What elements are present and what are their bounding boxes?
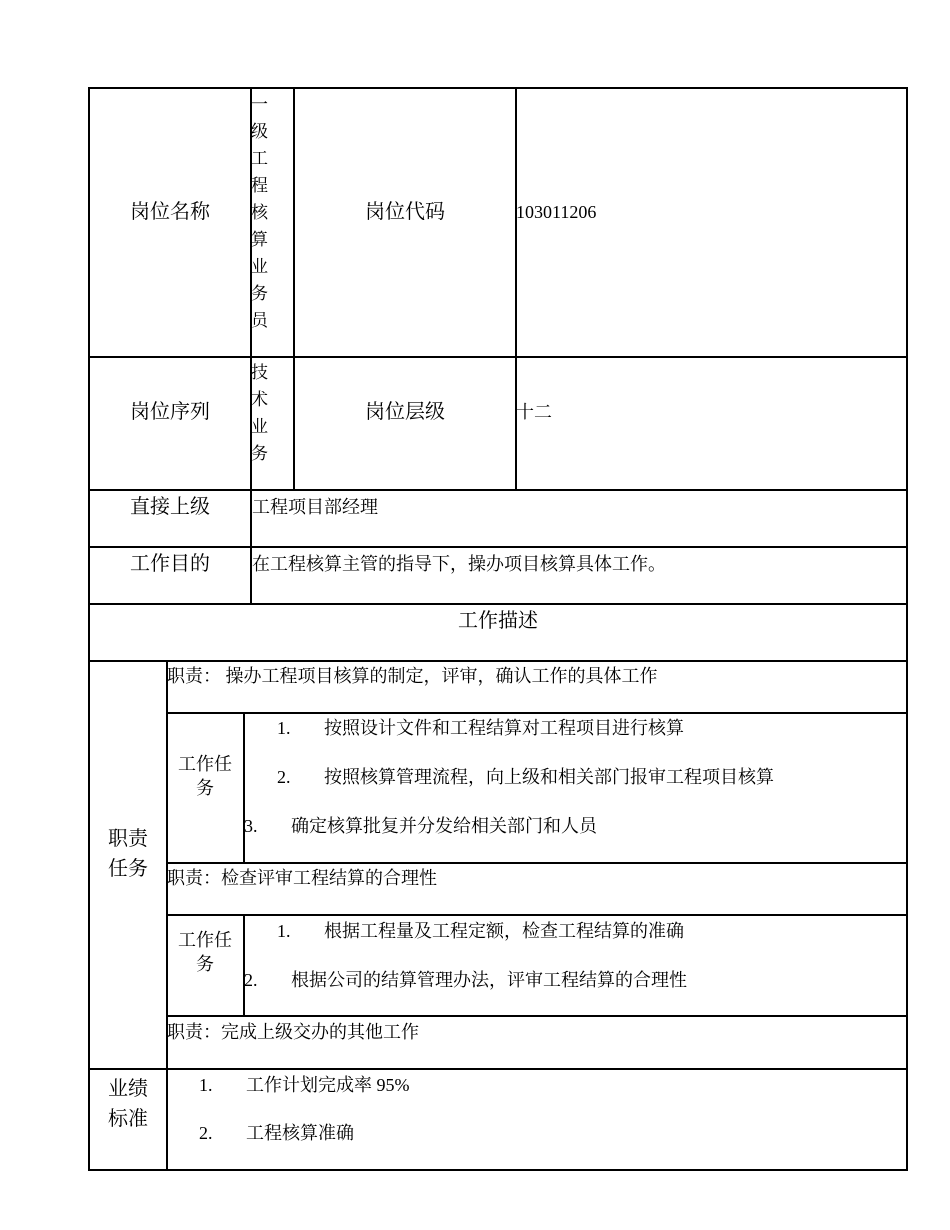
duty-title: 职责： 操办工程项目核算的制定，评审，确认工作的具体工作 [167,666,658,686]
row-divider [88,660,907,662]
task-number: 3. [244,816,258,836]
task-label-line1: 工作任 [178,754,232,774]
performance-label-line2: 标准 [108,1108,148,1130]
task-number: 2. [244,970,258,990]
task-item [244,968,687,992]
task-number: 1. [277,718,291,738]
table-border-right [906,87,908,1171]
superior-label: 直接上级 [130,496,210,518]
duty-title: 职责：检查评审工程结算的合理性 [167,868,437,888]
description-title: 工作描述 [458,610,538,632]
table-border-top [88,87,907,89]
purpose-label: 工作目的 [130,553,210,575]
performance-item [199,1121,354,1145]
task-number: 2. [277,767,291,787]
col-divider [243,914,245,1016]
post-code-label: 岗位代码 [365,201,445,223]
task-label-line2: 务 [196,778,214,798]
performance-label [90,1074,166,1134]
performance-number: 1. [199,1075,213,1095]
level-value: 十二 [516,402,552,422]
row-divider [166,914,907,916]
col-divider [515,87,517,490]
task-text: 按照核算管理流程，向上级和相关部门报审工程项目核算 [324,767,774,787]
post-name-label: 岗位名称 [130,201,210,223]
section-label-line2: 任务 [108,858,148,880]
row-divider [88,1068,907,1070]
task-item [244,814,597,838]
section-label-line1: 职责 [108,828,148,850]
row-divider [88,356,907,358]
performance-number: 2. [199,1123,213,1143]
task-text: 根据公司的结算管理办法，评审工程结算的合理性 [291,970,687,990]
task-text: 确定核算批复并分发给相关部门和人员 [291,816,597,836]
level-label: 岗位层级 [365,401,445,423]
row-divider [166,712,907,714]
purpose-value: 在工程核算主管的指导下，操办项目核算具体工作。 [252,554,666,574]
task-item [277,765,774,789]
col-divider [293,87,295,490]
row-divider [166,862,907,864]
superior-value: 工程项目部经理 [252,497,378,517]
performance-text: 工程核算准确 [246,1123,354,1143]
task-label [168,928,242,976]
section-label [90,824,166,884]
row-divider [166,1015,907,1017]
row-divider [88,546,907,548]
post-name-value: 一级工程核算业务员 [251,95,268,330]
sequence-value: 技术业务 [251,363,268,463]
performance-text: 工作计划完成率 95% [246,1075,410,1095]
performance-label-line1: 业绩 [108,1078,148,1100]
task-text: 按照设计文件和工程结算对工程项目进行核算 [324,718,684,738]
task-item [277,919,684,943]
task-item [277,716,684,740]
task-label-line2: 务 [196,954,214,974]
task-label [168,752,242,800]
col-divider [243,712,245,863]
performance-item [199,1073,410,1097]
sequence-label: 岗位序列 [130,401,210,423]
row-divider [88,603,907,605]
task-number: 1. [277,921,291,941]
post-code-value: 103011206 [516,202,597,222]
duty-title: 职责：完成上级交办的其他工作 [167,1022,419,1042]
table-border-bottom [88,1169,907,1171]
task-label-line1: 工作任 [178,930,232,950]
task-text: 根据工程量及工程定额，检查工程结算的准确 [324,921,684,941]
row-divider [88,489,907,491]
